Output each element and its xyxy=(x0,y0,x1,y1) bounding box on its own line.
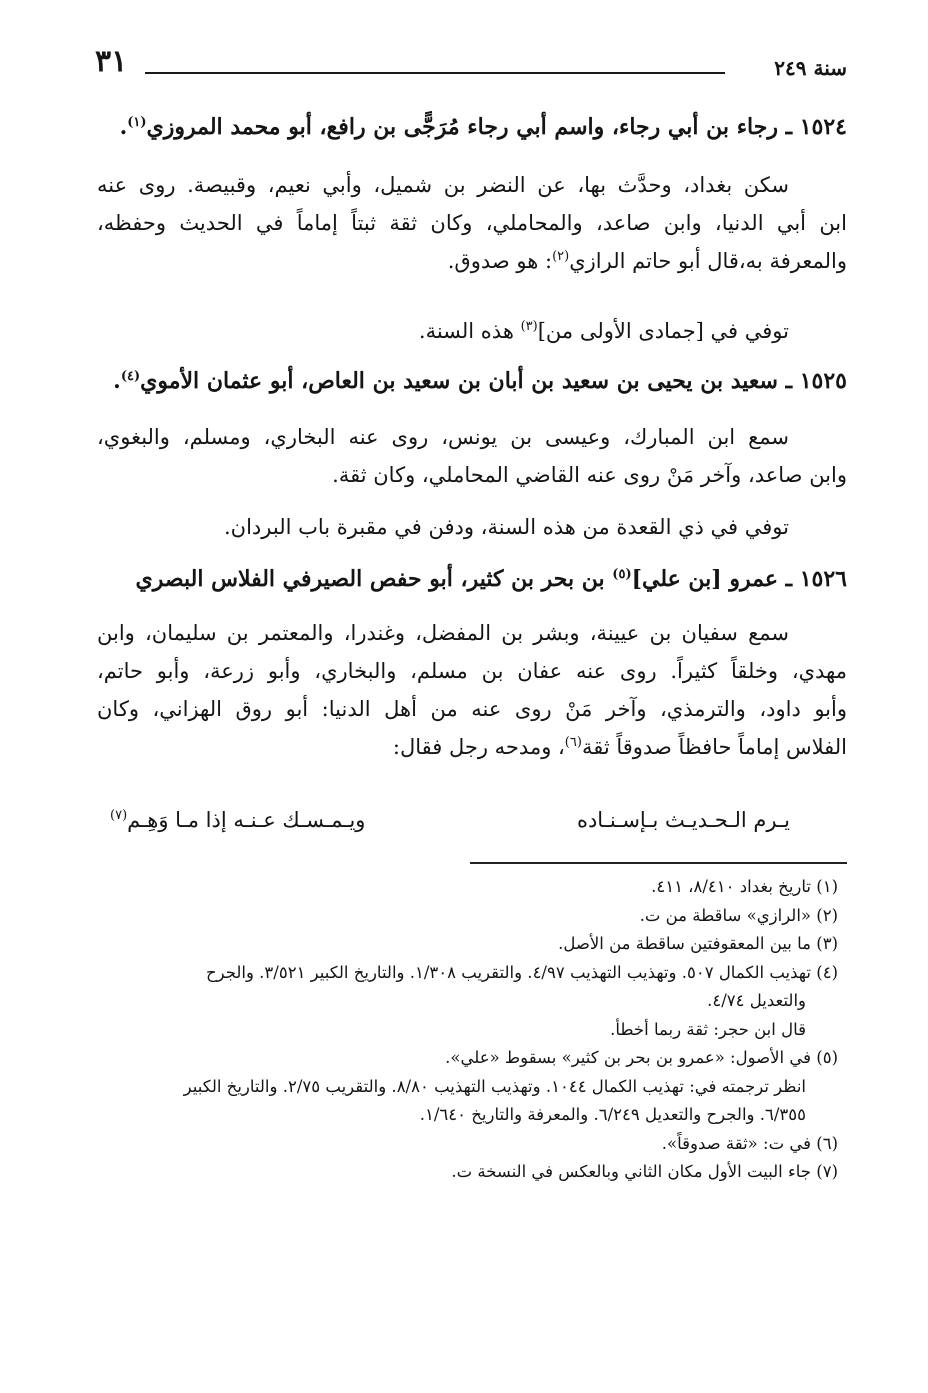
entry-1526 xyxy=(97,560,847,598)
entry-heading: ١٥٢٥ ـ سعيد بن يحيى بن سعيد بن أبان بن سعيد بن العاص، أبو عثمان الأموي$^{(٤)}$. xyxy=(113,368,847,394)
footnote: (٥) في الأصول: «عمرو بن بحر بن كثير» بسقوط «علي». xyxy=(445,1048,838,1067)
footnote-continuation: والتعديل ٤/٧٤. xyxy=(707,991,806,1010)
footnote-separator xyxy=(470,862,847,864)
year-label: سنة ٢٤٩ xyxy=(774,56,847,80)
page-number: ٣١ xyxy=(95,44,128,79)
footnote: (٣) ما بين المعقوفتين ساقطة من الأصل. xyxy=(558,934,838,953)
text-line: وأبو داود، والترمذي، وآخر مَنْ روى عنه من أهل الدنيا: أبو روق الهزاني، وكان xyxy=(97,697,847,721)
footnote-ref: (٣) xyxy=(520,319,538,335)
text-line: ابن أبي الدنيا، وابن صاعد، والمحاملي، وكان ثقة ثبتاً إماماً في الحديث وحفظه، xyxy=(97,211,847,235)
entry-1525-paragraph xyxy=(97,418,847,494)
entry-heading: ١٥٢٤ ـ رجاء بن أبي رجاء، واسم أبي رجاء مُرَجًّى بن رافع، أبو محمد المروزي$^{(١)}$. xyxy=(119,114,847,140)
footnote-ref: (١) xyxy=(127,115,147,131)
text-line: توفي في ذي القعدة من هذه السنة، ودفن في مقبرة باب البردان. xyxy=(224,515,789,539)
text-line: مهدي، وخلقاً كثيراً. روى عنه عفان بن مسلم، والبخاري، وأبو زرعة، وأبو حاتم، xyxy=(97,659,847,683)
entry-1525-death-note xyxy=(97,508,847,546)
footnote: (٦) في ت: «ثقة صدوقاً». xyxy=(661,1133,838,1153)
running-header xyxy=(95,42,847,92)
text-line: الفلاس إماماً حافظاً صدوقاً ثقة$^{(٦)}$، ومدحه رجل فقال: xyxy=(392,735,847,759)
entry-1524-death-note xyxy=(97,312,847,350)
text-line: توفي في [جمادى الأولى من]$^{(٣)}$ هذه السنة. xyxy=(418,319,789,343)
footnote-continuation: قال ابن حجر: ثقة ربما أخطأ. xyxy=(610,1019,806,1039)
footnote-ref: (٧) xyxy=(110,808,128,824)
header-rule xyxy=(145,72,725,74)
entry-1525 xyxy=(97,362,847,400)
verse-first-hemistich: يـرم الـحـديـث بـإسـنـاده xyxy=(576,808,790,832)
footnote-ref: (٥) xyxy=(612,567,632,583)
footnote-ref: (٦) xyxy=(564,735,582,751)
text-line: سكن بغداد، وحدَّث بها، عن النضر بن شميل، وأبي نعيم، وقبيصة. روى عنه xyxy=(97,173,789,197)
footnote: (٧) جاء البيت الأول مكان الثاني وبالعكس في النسخة ت. xyxy=(451,1162,838,1181)
footnotes xyxy=(92,873,838,1187)
footnote-continuation: ٦/٣٥٥. والجرح والتعديل ٦/٢٤٩. والمعرفة والتاريخ ١/٦٤٠. xyxy=(419,1105,806,1124)
entry-1524-paragraph xyxy=(97,166,847,280)
footnote-continuation: انظر ترجمته في: تهذيب الكمال ١٠٤٤. وتهذيب التهذيب ٨/٨٠. والتقريب ٢/٧٥. والتاريخ الكبير xyxy=(183,1076,806,1096)
footnote: (١) تاريخ بغداد ٨/٤١٠، ٤١١. xyxy=(651,877,838,896)
footnote-ref: (٢) xyxy=(552,249,570,265)
verse-second-hemistich: ويـمـسـك عـنـه إذا مـا وَهِـم$^{(٧)}$ xyxy=(110,808,366,832)
poetry-verse xyxy=(110,800,790,840)
footnote: (٢) «الرازي» ساقطة من ت. xyxy=(639,905,838,925)
footnote: (٤) تهذيب الكمال ٥٠٧. وتهذيب التهذيب ٤/٩٧. والتقريب ١/٣٠٨. والتاريخ الكبير ٣/٥٢١. والجرح xyxy=(205,962,838,982)
text-line: سمع سفيان بن عيينة، وبشر بن المفضل، وغندرا، والمعتمر بن سليمان، وابن xyxy=(97,621,789,645)
entry-heading: ١٥٢٦ ـ عمرو [بن علي]$^{(٥)}$ بن بحر بن كثير، أبو حفص الصيرفي الفلاس البصري xyxy=(135,566,847,592)
text-line: وابن صاعد، وآخر مَنْ روى عنه القاضي المحاملي، وكان ثقة. xyxy=(332,463,847,487)
footnote-ref: (٤) xyxy=(120,369,141,385)
text-line: والمعرفة به،قال أبو حاتم الرازي$^{(٢)}$: هو صدوق. xyxy=(447,249,847,273)
text-line: سمع ابن المبارك، وعيسى بن يونس، روى عنه البخاري، ومسلم، والبغوي، xyxy=(97,425,789,449)
entry-1526-paragraph xyxy=(97,614,847,766)
entry-1524 xyxy=(97,108,847,146)
